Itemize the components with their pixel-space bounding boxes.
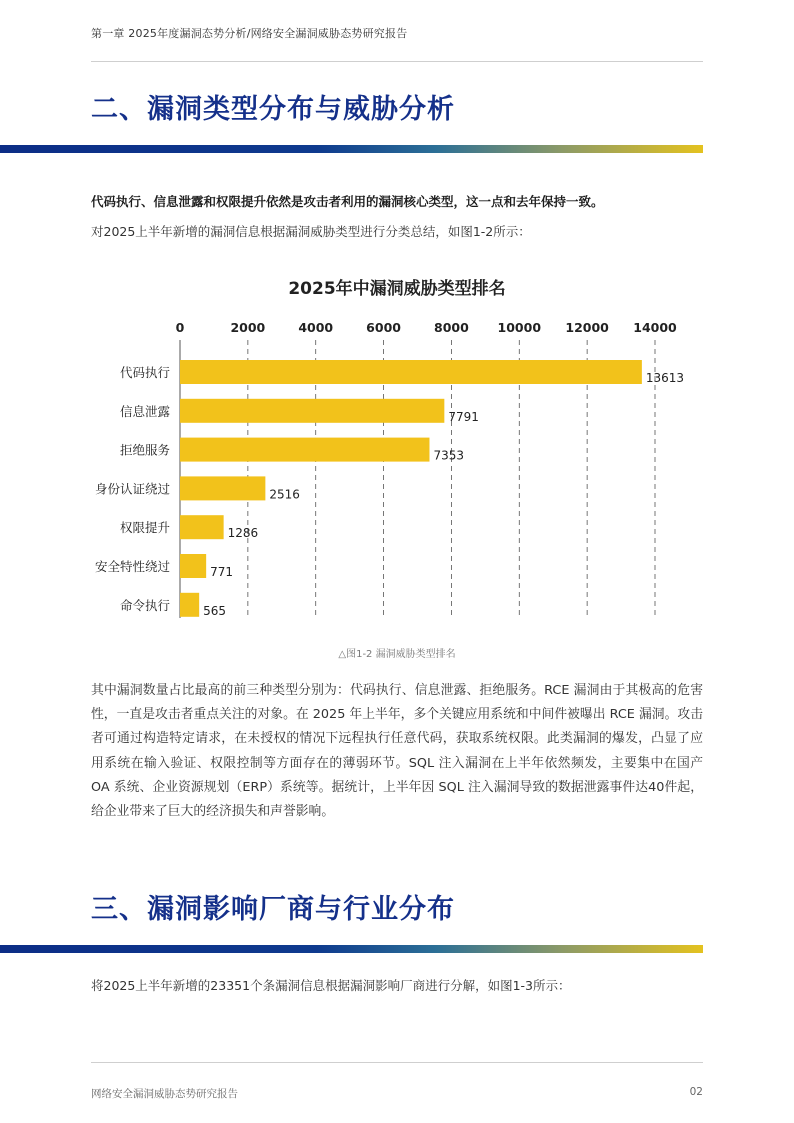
footer-title: 网络安全漏洞威胁态势研究报告 <box>91 1088 238 1100</box>
figure-caption: △图1-2 漏洞威胁类型排名 <box>338 649 456 660</box>
chart-x-tick-label: 10000 <box>497 320 542 335</box>
chart-value-label: 2516 <box>269 487 300 502</box>
chart-x-tick-label: 12000 <box>565 320 609 335</box>
chart-bar <box>180 554 206 578</box>
chart-x-tick-label: 2000 <box>230 320 266 335</box>
header-divider <box>91 61 703 62</box>
chart-bars <box>180 360 642 617</box>
chart-category-label: 拒绝服务 <box>119 442 170 458</box>
vendor-intro-paragraph: 将2025上半年新增的23351个条漏洞信息根据漏洞影响厂商进行分解，如图1-3所示： <box>91 978 571 993</box>
chart-value-label: 7791 <box>448 409 479 424</box>
chart-category-label: 信息泄露 <box>119 403 170 419</box>
chart-x-tick-label: 0 <box>175 320 185 335</box>
chart-x-tick-label: 8000 <box>434 320 469 335</box>
bar-chart <box>0 310 794 640</box>
chart-bar <box>180 476 265 500</box>
chart-value-label: 13613 <box>645 371 685 385</box>
section-title-vendors: 三、漏洞影响厂商与行业分布 <box>91 894 455 925</box>
chart-x-tick-label: 6000 <box>366 320 401 335</box>
chart-category-label: 权限提升 <box>119 520 170 536</box>
section-title-vuln-types: 二、漏洞类型分布与威胁分析 <box>91 94 455 125</box>
chart-bar <box>180 438 429 462</box>
chart-value-label: 565 <box>203 603 227 618</box>
chart-x-ticks <box>176 320 677 335</box>
running-header: 第一章 2025年度漏洞态势分析/网络安全漏洞威胁态势研究报告 <box>91 27 408 40</box>
footer-divider <box>91 1062 703 1063</box>
chart-category-label: 代码执行 <box>119 365 170 380</box>
chart-value-label: 771 <box>210 565 234 579</box>
chart-category-label: 安全特性绕过 <box>94 559 170 574</box>
chart-category-labels <box>95 365 171 613</box>
chart-x-tick-label: 4000 <box>298 320 334 335</box>
analysis-paragraph: 其中漏洞数量占比最高的前三种类型分别为：代码执行、信息泄露、拒绝服务。RCE 漏洞由于其极高的危害性，一直是攻击者重点关注的对象。在 2025 年上半年，多个关键应用系统和中间件被曝出 RCE 漏洞。攻击者可通过构造特定请求，在未授权的情况下远程执行任意代码，获取系统权限。此类漏洞的爆发，凸显了应用系统在输入验证、权限控制等方面存在的薄弱环节。SQL 注入漏洞在上半年依然频发，主要集中在国产 OA 系统、企业资源规划（ERP）系统等。据统计，上半年因 SQL 注入漏洞导致的数据泄露事件达40件起，给企业带来了巨大的经济损失和声誉影响。 <box>91 683 703 820</box>
page-number: 02 <box>689 1086 703 1098</box>
chart-x-tick-label: 14000 <box>633 320 677 335</box>
intro-paragraph: 对2025上半年新增的漏洞信息根据漏洞威胁类型进行分类总结，如图1-2所示： <box>91 224 531 239</box>
chart-bar <box>180 360 642 384</box>
chart-value-label: 1286 <box>227 526 259 541</box>
chart-bar <box>180 515 224 539</box>
section-title-underline-bar <box>0 945 703 953</box>
chart-category-label: 身份认证绕过 <box>94 481 170 497</box>
chart-category-label: 命令执行 <box>119 597 170 613</box>
chart-bar <box>180 593 199 617</box>
chart-bar <box>180 399 444 423</box>
section-title-underline-bar <box>0 145 703 153</box>
lead-paragraph: 代码执行、信息泄露和权限提升依然是攻击者利用的漏洞核心类型，这一点和去年保持一致。 <box>91 194 604 209</box>
chart-title: 2025年中漏洞威胁类型排名 <box>288 279 506 299</box>
chart-value-label: 7353 <box>433 448 465 463</box>
